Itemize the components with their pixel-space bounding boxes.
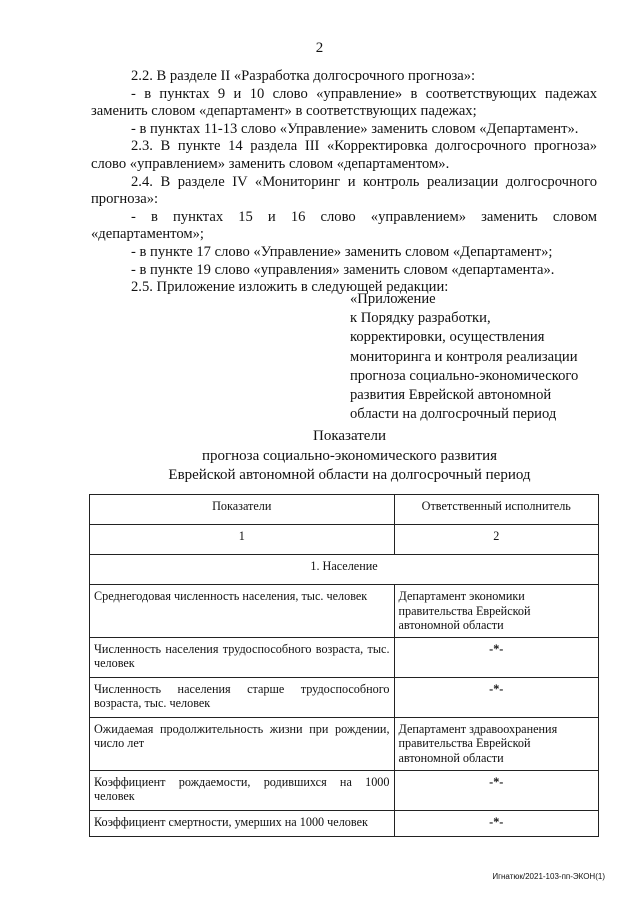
table-title-line: Еврейской автономной области на долгосрочный период (168, 467, 531, 483)
table-row (90, 770, 599, 810)
paragraph: - в пунктах 9 и 10 слово «управление» в соответствующих падежах заменить словом «департамент» в соответствующих падежах; (91, 85, 597, 120)
table-row (90, 585, 599, 638)
table-row (90, 677, 599, 717)
section-row (90, 555, 599, 585)
column-number: 2 (394, 525, 599, 555)
executor-cell: -*- (394, 770, 599, 810)
paragraph: 2.4. В разделе IV «Мониторинг и контроль реализации долгосрочного прогноза»: (91, 173, 597, 208)
paragraph: - в пунктах 15 и 16 слово «управлением» заменить словом «департаментом»; (91, 208, 597, 243)
appendix-line: «Приложение (350, 291, 436, 307)
amendment-text (91, 68, 597, 297)
executor-cell: -*- (394, 677, 599, 717)
column-number: 1 (90, 525, 395, 555)
paragraph: 2.3. В пункте 14 раздела III «Корректировка долгосрочного прогноза» слово «управлением» заменить словом «департаментом». (91, 138, 597, 172)
paragraph: - в пункте 19 слово «управления» заменить словом «департамента». (131, 261, 555, 278)
appendix-line: области на долгосрочный период (350, 406, 557, 423)
document-code: Игнатюк/2021-103-пп-ЭКОН(1) (492, 872, 605, 881)
appendix-line: мониторинга и контроля реализации (350, 348, 578, 365)
executor-cell: -*- (394, 810, 599, 836)
table-row (90, 717, 599, 770)
appendix-line: прогноза социально-экономического (350, 367, 579, 384)
appendix-reference (350, 290, 578, 424)
indicator-cell: Коэффициент рождаемости, родившихся на 1000 человек (90, 770, 395, 810)
indicator-cell: Численность населения старше трудоспособного возраста, тыс. человек (90, 677, 395, 717)
appendix-line: к Порядку разработки, (350, 310, 491, 327)
indicators-table (89, 494, 599, 837)
paragraph: 2.2. В разделе II «Разработка долгосрочного прогноза»: (131, 68, 476, 84)
table-title-line: прогноза социально-экономического развития (201, 447, 498, 464)
column-number-row (90, 525, 599, 555)
paragraph: - в пунктах 11-13 слово «Управление» заменить словом «Департамент». (131, 120, 579, 137)
executor-cell: Департамент экономики правительства Еврейской автономной области (394, 585, 599, 638)
appendix-line: корректировки, осуществления (350, 329, 545, 346)
table-title-line: Показатели (313, 428, 386, 444)
indicator-cell: Ожидаемая продолжительность жизни при рождении, число лет (90, 717, 395, 770)
executor-cell: -*- (394, 637, 599, 677)
table-header-row (90, 495, 599, 525)
indicator-cell: Среднегодовая численность населения, тыс. человек (90, 585, 395, 638)
table-row (90, 637, 599, 677)
section-title: 1. Население (90, 555, 599, 585)
executor-cell: Департамент здравоохранения правительства Еврейской автономной области (394, 717, 599, 770)
appendix-line: развития Еврейской автономной (350, 387, 552, 404)
column-header: Ответственный исполнитель (394, 495, 599, 525)
table-title (60, 427, 639, 486)
indicator-cell: Численность населения трудоспособного возраста, тыс. человек (90, 637, 395, 677)
paragraph: - в пункте 17 слово «Управление» заменить словом «Департамент»; (131, 243, 553, 260)
paragraph: 2.5. Приложение изложить в следующей редакции: (131, 279, 449, 296)
page-number: 2 (315, 40, 324, 56)
indicator-cell: Коэффициент смертности, умерших на 1000 человек (90, 810, 395, 836)
column-header: Показатели (90, 495, 395, 525)
table-row (90, 810, 599, 836)
